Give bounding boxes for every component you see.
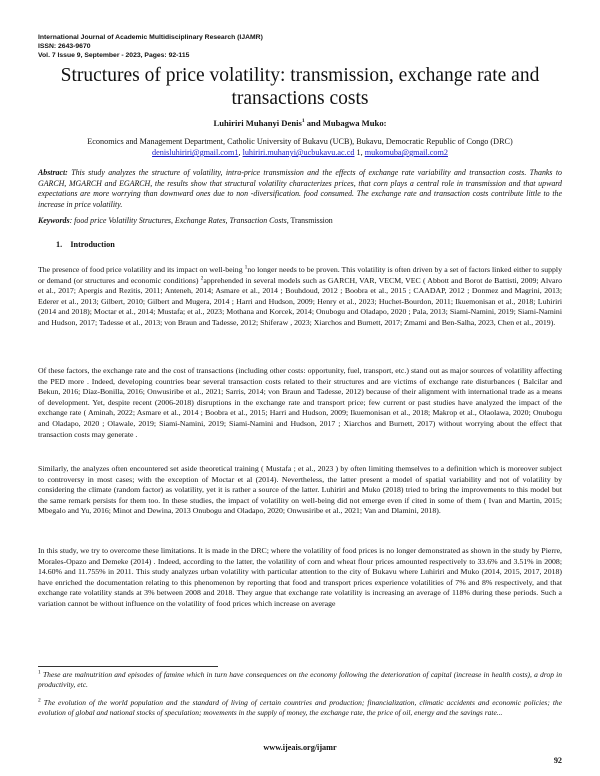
affiliation-text: Economics and Management Department, Catholic University of Bukavu (UCB), Bukavu, Democratic Republic of Congo (DRC) xyxy=(87,137,513,146)
footnote-ref-1[interactable]: 1 xyxy=(244,264,248,271)
email-link-2[interactable]: luhiriri.muhanyi@ucbukavu.ac.cd xyxy=(242,148,355,157)
author-and: and Mubagwa Muko: xyxy=(304,118,387,128)
paragraph-3: Similarly, the analyzes often encountered set aside theoretical training ( Mustafa ; et al., 2023 ) by often limiting themselves to a definition which is moreover subject to controversy in most cases; with the exception of Moctar et al (2014). Nevertheless, the latter present a model of spatial variability and not of volatility by considering the climate (random factor) as volatility, yet it is rather a source of the latter. Luhiriri and Muko (2018) tried to bring the improvements to this model but the same remark persists for them too. In these studies, the impact of volatility on well-being did not emerge even if cited in some of them ( Ivan and Martin, 2015; Mbegalo and Yu, 2016; Minot and Dewina, 2013 Onubogu and Oladapo, 2020; Onwusiribe et al., 2021; Van and Dlamini, 2018). xyxy=(38,464,562,516)
keywords-last: Transmission xyxy=(288,216,333,225)
journal-issn: ISSN: 2643-9670 xyxy=(38,43,91,50)
affiliation-emails: denisluhiriri@gmail.com1, luhiriri.muhanyi@ucbukavu.ac.cd 1, mukomuba@gmail.com2 xyxy=(152,148,448,157)
footnote-2 xyxy=(38,698,562,719)
footnote-1 xyxy=(38,670,562,691)
journal-header xyxy=(38,33,263,60)
footnote-2-number: 2 xyxy=(38,697,41,704)
section-number: 1. xyxy=(56,240,63,249)
keywords xyxy=(38,216,562,225)
footnote-2-text: The evolution of the world population and the standard of living of certain countries and production; financialization, climatic accidents and economic policies; the evolution of global and national stocks of speculation; movements in the supply of money, the exchange rate, the price of oil, energy and the savings rate... xyxy=(38,698,562,718)
footnote-1-number: 1 xyxy=(38,669,41,676)
email-link-1[interactable]: denisluhiriri@gmail.com1 xyxy=(152,148,239,157)
section-title: Introduction xyxy=(70,240,115,249)
journal-volume: Vol. 7 Issue 9, September - 2023, Pages: 92-115 xyxy=(38,52,190,59)
keywords-text: : food price Volatility Structures, Exchange Rates, Transaction Costs, xyxy=(69,216,289,225)
abstract-text: This study analyzes the structure of volatility, intra-price transmission and the effects of exchange rate variability and transaction costs. Thanks to GARCH, MGARCH and EGARCH, the results show that structural volatility characterizes prices, that corn plays a central role in transmission and that upward expectations are more worrying than downward ones due to non -diversification. food consumed. The exchange rate and transaction costs contribute little to the increase in price volatility. xyxy=(38,168,562,209)
paragraph-1-part-c: apprehended in several models such as GARCH, VAR, VECM, VEC ( Abbott and Borot de Battisti, 2009; Alvaro et al., 2017; Apergis and Rezitis, 2011; Anteneh, 2014; Asmare et al., 2014 ; Bouhdoud, 2012 ; Boobra et al., 2015 ; CAADAP, 2012 ; Donmez and Magrini, 2013; Ederer et al., 2013; Gilbert, 2010; Gilbert and Mugera, 2014 ; Harri and Hudson, 2009; Henry et al., 2023; Huchet-Bourdon, 2011; Ikuemonisan et al., 2018; Luhiriri (2014 and 2018); Moctar et al., 2014; Mustafa; et al., 2023; Mothana and Korcek, 2014; Onubogu and Oladapo, 2020 ; Pala, 2013; Siami-Namini, 2019; Siami-Namini and Hudson, 2017; Tadesse et al., 2013; von Braun and Tadesse, 2012; Shiferaw , 2023; Xiarchos and Burnett, 2017; Zmami and Ben-Salha, 2023, Chen et al., 2019). xyxy=(38,275,562,327)
paper-authors xyxy=(38,118,562,128)
paragraph-1 xyxy=(38,265,562,329)
email-link-3[interactable]: mukomuba@gmail.com2 xyxy=(364,148,448,157)
abstract-label: Abstract: xyxy=(38,168,68,177)
paragraph-4: In this study, we try to overcome these limitations. It is made in the DRC; where the volatility of food prices is no longer demonstrated as shown in the study by Pierre, Morales-Opazo and Demeke (2014) . Indeed, according to the latter, the volatility of corn and wheat flour prices amounted respectively to 33.6% and 3.51% in 2008; 14.60% and 11.755% in 2011. This study analyzes urban volatility with particular attention to the city of Bukavu where Luhiriri and Muko (2014, 2015, 2017, 2018) have enriched the documentation relating to this phenomenon by reporting that food and transport prices experience volatilities of 7% and 8% respectively, and that exchange rate volatility stands at 3% between 2008 and 2018. They argue that exchange rate volatility is increasing an average of 118% during these periods. Such a variation cannot be without influence on the volatility of food prices which increase on average xyxy=(38,546,562,608)
email-separator: 1, xyxy=(354,148,365,157)
journal-name: International Journal of Academic Multidisciplinary Research (IJAMR) xyxy=(38,34,263,41)
keywords-label: Keywords xyxy=(38,216,70,225)
footnote-1-text: These are malnutrition and episodes of famine which in turn have consequences on the economy following the deterioration of capital (increase in health costs), a drop in productivity, etc. xyxy=(38,670,562,690)
footnote-divider xyxy=(38,666,218,667)
section-heading xyxy=(56,240,115,249)
paragraph-1-part-b: no longer needs to be proven. This volatility is often driven by a set of factors linked either to supply or demand (or structures and economic conditions) xyxy=(38,265,562,285)
author-sup: 1 xyxy=(301,118,305,125)
footnote-ref-2[interactable]: 2 xyxy=(200,275,204,281)
author-names: Luhiriri Muhanyi Denis xyxy=(213,118,302,128)
affiliation xyxy=(38,136,562,158)
footer-url[interactable]: www.ijeais.org/ijamr xyxy=(263,743,337,752)
paragraph-1-part-a: The presence of food price volatility and its impact on well-being xyxy=(38,265,245,274)
paper-title: Structures of price volatility: transmission, exchange rate and transactions costs xyxy=(60,65,540,109)
page-number: 92 xyxy=(553,756,562,765)
abstract xyxy=(38,168,562,210)
paragraph-2: Of these factors, the exchange rate and the cost of transactions (including other costs: opportunity, fuel, transport, etc.) stand out as major sources of volatility affecting the PED more . Indeed, developing countries bear several transaction costs related to their structures and are victims of exchange rate disturbances ( Balcilar and Bekun, 2016; Díaz-Bonilla, 2016; Onwusiribe et al., 2021; Sarris, 2014; von Braun and Tadesse, 2012) because of their alignment with international trade as a means of development. Yet, despite recent (2006-2018) disruptions in the exchange rate and transport price; few current or past studies have analyzed the impact of the exchange rate ( Aminah, 2022; Asmare et al., 2014 ; Boobra et al., 2015; Harri and Hudson, 2009; Ikuemonisan et al., 2018; Makrop et al., Olaolawa, 2020; Onubogu and Oladapo, 2020 ; Olawale, 2019; Siami-Namini, 2019; Siami-Namini and Hudson, 2017 ; Xiarchos and Burnett, 2017) without worrying about the effect that transaction costs may generate . xyxy=(38,366,562,439)
